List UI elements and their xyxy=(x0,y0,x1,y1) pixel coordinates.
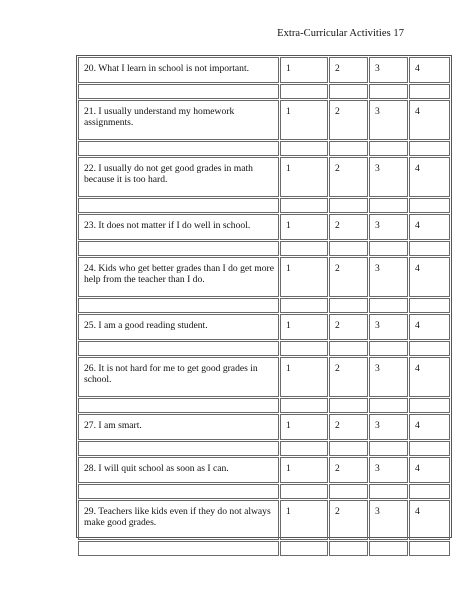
option-2-cell[interactable]: 2 xyxy=(329,57,368,83)
option-3-cell[interactable]: 3 xyxy=(369,457,408,483)
option-2-cell[interactable]: 2 xyxy=(329,157,368,197)
spacer-cell xyxy=(409,198,450,213)
spacer-cell xyxy=(329,241,368,256)
option-1-cell[interactable]: 1 xyxy=(280,500,328,540)
spacer-cell xyxy=(329,398,368,413)
question-row xyxy=(78,100,450,140)
spacer-cell xyxy=(78,398,279,413)
spacer-cell xyxy=(280,441,328,456)
option-4-cell[interactable]: 4 xyxy=(409,214,450,240)
spacer-cell xyxy=(329,298,368,313)
question-row xyxy=(78,457,450,483)
question-row xyxy=(78,157,450,197)
spacer-cell xyxy=(409,298,450,313)
option-3-cell[interactable]: 3 xyxy=(369,257,408,297)
option-3-cell[interactable]: 3 xyxy=(369,100,408,140)
spacer-row xyxy=(78,398,450,413)
spacer-row xyxy=(78,198,450,213)
option-3-cell[interactable]: 3 xyxy=(369,214,408,240)
question-row xyxy=(78,214,450,240)
spacer-cell xyxy=(369,298,408,313)
spacer-cell xyxy=(369,484,408,499)
option-2-cell[interactable]: 2 xyxy=(329,457,368,483)
option-4-cell[interactable]: 4 xyxy=(409,100,450,140)
option-4-cell[interactable]: 4 xyxy=(409,314,450,340)
spacer-cell xyxy=(409,484,450,499)
spacer-cell xyxy=(369,241,408,256)
spacer-cell xyxy=(280,298,328,313)
spacer-cell xyxy=(329,198,368,213)
spacer-row xyxy=(78,141,450,156)
spacer-cell xyxy=(78,441,279,456)
option-2-cell[interactable]: 2 xyxy=(329,100,368,140)
option-4-cell[interactable]: 4 xyxy=(409,257,450,297)
question-cell: 22. I usually do not get good grades in math because it is too hard. xyxy=(78,157,279,197)
spacer-row xyxy=(78,84,450,99)
spacer-cell xyxy=(409,541,450,556)
spacer-cell xyxy=(78,141,279,156)
option-3-cell[interactable]: 3 xyxy=(369,357,408,397)
spacer-row xyxy=(78,541,450,556)
spacer-cell xyxy=(78,241,279,256)
question-cell: 28. I will quit school as soon as I can. xyxy=(78,457,279,483)
question-row xyxy=(78,314,450,340)
spacer-cell xyxy=(369,441,408,456)
question-cell: 27. I am smart. xyxy=(78,414,279,440)
option-1-cell[interactable]: 1 xyxy=(280,157,328,197)
option-3-cell[interactable]: 3 xyxy=(369,414,408,440)
spacer-row xyxy=(78,341,450,356)
question-row xyxy=(78,414,450,440)
question-cell: 26. It is not hard for me to get good grades in school. xyxy=(78,357,279,397)
spacer-cell xyxy=(280,84,328,99)
survey-table xyxy=(76,55,452,538)
spacer-cell xyxy=(78,298,279,313)
option-1-cell[interactable]: 1 xyxy=(280,100,328,140)
option-4-cell[interactable]: 4 xyxy=(409,457,450,483)
spacer-cell xyxy=(329,541,368,556)
option-1-cell[interactable]: 1 xyxy=(280,214,328,240)
spacer-cell xyxy=(369,141,408,156)
question-cell: 29. Teachers like kids even if they do not always make good grades. xyxy=(78,500,279,540)
question-cell: 25. I am a good reading student. xyxy=(78,314,279,340)
question-cell: 24. Kids who get better grades than I do get more help from the teacher than I do. xyxy=(78,257,279,297)
spacer-cell xyxy=(369,341,408,356)
option-1-cell[interactable]: 1 xyxy=(280,414,328,440)
option-3-cell[interactable]: 3 xyxy=(369,314,408,340)
spacer-cell xyxy=(369,398,408,413)
spacer-cell xyxy=(280,341,328,356)
option-2-cell[interactable]: 2 xyxy=(329,357,368,397)
spacer-cell xyxy=(280,198,328,213)
option-3-cell[interactable]: 3 xyxy=(369,500,408,540)
spacer-cell xyxy=(329,484,368,499)
spacer-row xyxy=(78,441,450,456)
spacer-cell xyxy=(78,484,279,499)
spacer-cell xyxy=(409,398,450,413)
spacer-cell xyxy=(78,198,279,213)
option-3-cell[interactable]: 3 xyxy=(369,157,408,197)
spacer-cell xyxy=(280,241,328,256)
spacer-cell xyxy=(280,541,328,556)
spacer-cell xyxy=(369,541,408,556)
option-2-cell[interactable]: 2 xyxy=(329,314,368,340)
option-4-cell[interactable]: 4 xyxy=(409,57,450,83)
option-2-cell[interactable]: 2 xyxy=(329,414,368,440)
spacer-cell xyxy=(409,84,450,99)
spacer-cell xyxy=(409,441,450,456)
spacer-cell xyxy=(78,84,279,99)
option-1-cell[interactable]: 1 xyxy=(280,57,328,83)
spacer-cell xyxy=(280,484,328,499)
question-row xyxy=(78,57,450,83)
option-1-cell[interactable]: 1 xyxy=(280,257,328,297)
option-1-cell[interactable]: 1 xyxy=(280,457,328,483)
spacer-cell xyxy=(369,84,408,99)
spacer-cell xyxy=(329,341,368,356)
spacer-cell xyxy=(280,141,328,156)
option-4-cell[interactable]: 4 xyxy=(409,414,450,440)
spacer-cell xyxy=(78,341,279,356)
option-1-cell[interactable]: 1 xyxy=(280,357,328,397)
question-cell: 23. It does not matter if I do well in school. xyxy=(78,214,279,240)
question-row xyxy=(78,257,450,297)
option-4-cell[interactable]: 4 xyxy=(409,357,450,397)
option-4-cell[interactable]: 4 xyxy=(409,500,450,540)
spacer-cell xyxy=(329,84,368,99)
question-row xyxy=(78,357,450,397)
spacer-row xyxy=(78,241,450,256)
spacer-cell xyxy=(409,241,450,256)
running-head: Extra-Curricular Activities 17 xyxy=(277,28,404,39)
option-4-cell[interactable]: 4 xyxy=(409,157,450,197)
question-row xyxy=(78,500,450,540)
spacer-cell xyxy=(369,198,408,213)
spacer-cell xyxy=(409,141,450,156)
spacer-row xyxy=(78,298,450,313)
option-2-cell[interactable]: 2 xyxy=(329,214,368,240)
spacer-cell xyxy=(280,398,328,413)
option-1-cell[interactable]: 1 xyxy=(280,314,328,340)
option-3-cell[interactable]: 3 xyxy=(369,57,408,83)
question-cell: 20. What I learn in school is not important. xyxy=(78,57,279,83)
spacer-cell xyxy=(329,141,368,156)
question-cell: 21. I usually understand my homework assignments. xyxy=(78,100,279,140)
option-2-cell[interactable]: 2 xyxy=(329,257,368,297)
spacer-cell xyxy=(329,441,368,456)
option-2-cell[interactable]: 2 xyxy=(329,500,368,540)
spacer-cell xyxy=(78,541,279,556)
spacer-row xyxy=(78,484,450,499)
spacer-cell xyxy=(409,341,450,356)
